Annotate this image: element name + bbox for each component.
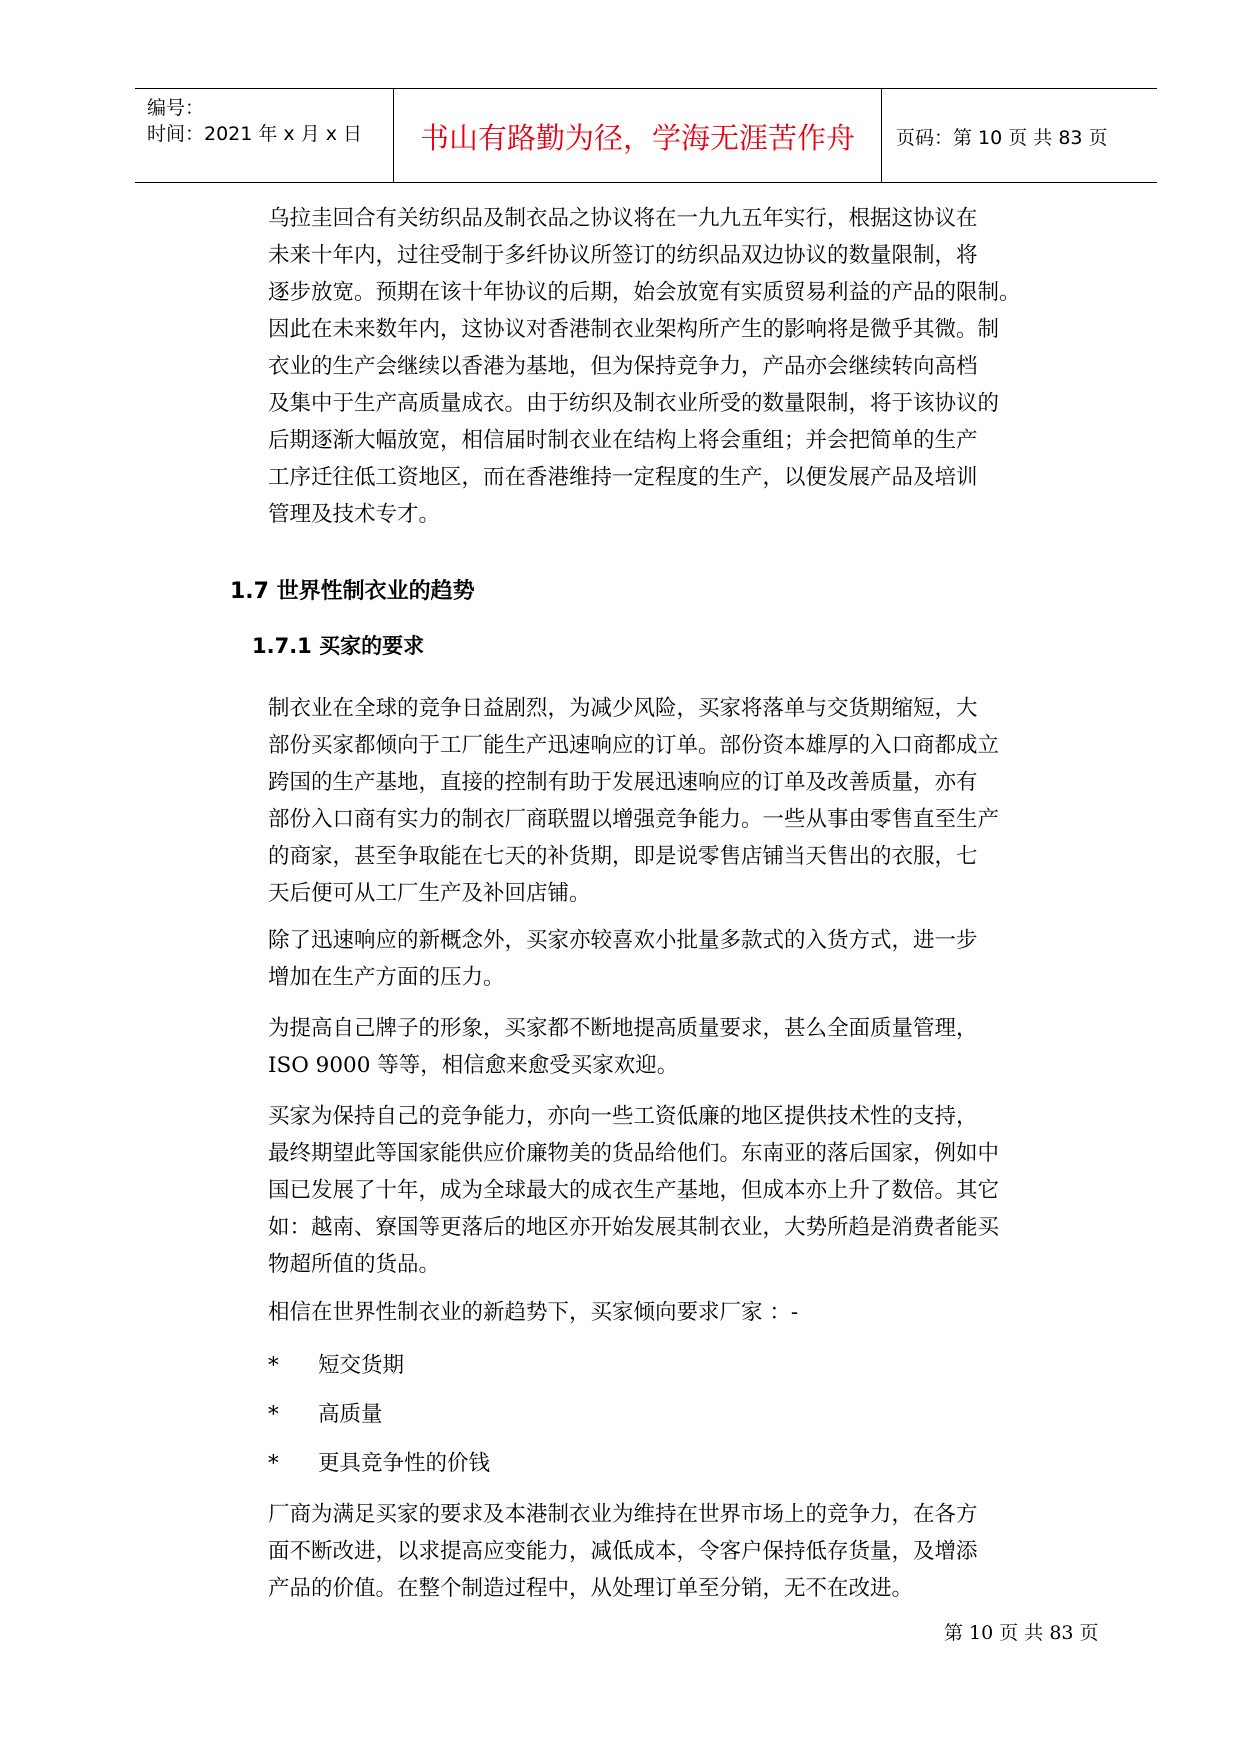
bullet-mark: * — [268, 1402, 279, 1427]
text-line: 制衣业在全球的竞争日益剧烈，为减少风险，买家将落单与交货期缩短，大 — [268, 696, 978, 721]
header-left-cell — [135, 89, 393, 182]
text-line: 部份入口商有实力的制衣厂商联盟以增强竞争能力。一些从事由零售直至生产 — [268, 807, 1000, 832]
section-heading: 1.7 世界性制衣业的趋势 — [230, 579, 475, 604]
text-line: 逐步放宽。预期在该十年协议的后期，始会放宽有实质贸易利益的产品的限制。 — [268, 280, 1021, 305]
list-item — [268, 1348, 404, 1379]
text-line: 部份买家都倾向于工厂能生产迅速响应的订单。部份资本雄厚的入口商都成立 — [268, 733, 1000, 758]
list-item — [268, 1397, 383, 1428]
text-line: 乌拉圭回合有关纺织品及制衣品之协议将在一九九五年实行，根据这协议在 — [268, 206, 978, 231]
paragraph-small-batch — [268, 922, 1108, 996]
bullet-text: 短交货期 — [318, 1353, 405, 1378]
number-label: 编号： — [147, 97, 205, 119]
time-label: 时间：2021 年 x 月 x 日 — [147, 123, 363, 145]
paragraph-manufacturer-improvements — [268, 1496, 1108, 1607]
header-right-cell — [882, 89, 1157, 182]
list-item — [268, 1446, 490, 1477]
text-line: 因此在未来数年内，这协议对香港制衣业架构所产生的影响将是微乎其微。制 — [268, 317, 1000, 342]
text-line: 未来十年内，过往受制于多纤协议所签订的纺织品双边协议的数量限制，将 — [268, 243, 978, 268]
bullet-mark: * — [268, 1451, 279, 1476]
text-line: 相信在世界性制衣业的新趋势下，买家倾向要求厂家 ：- — [268, 1300, 799, 1325]
text-line: 跨国的生产基地，直接的控制有助于发展迅速响应的订单及改善质量，亦有 — [268, 770, 978, 795]
bullet-mark: * — [268, 1353, 279, 1378]
text-line: 国已发展了十年，成为全球最大的成衣生产基地，但成本亦上升了数倍。其它 — [268, 1178, 1000, 1203]
text-line: 天后便可从工厂生产及补回店铺。 — [268, 881, 591, 906]
paragraph-quality — [268, 1010, 1108, 1084]
text-line: 最终期望此等国家能供应价廉物美的货品给他们。东南亚的落后国家，例如中 — [268, 1141, 1000, 1166]
text-line: 物超所值的货品。 — [268, 1252, 441, 1277]
paragraph-low-wage-regions — [268, 1098, 1108, 1283]
text-line: 面不断改进，以求提高应变能力，减低成本，令客户保持低存货量，及增添 — [268, 1539, 978, 1564]
header-motto: 书山有路勤为径，学海无涯苦作舟 — [419, 121, 855, 155]
text-line: 的商家，甚至争取能在七天的补货期，即是说零售店铺当天售出的衣服，七 — [268, 844, 978, 869]
bullet-text: 高质量 — [318, 1402, 383, 1427]
text-line: ISO 9000 等等，相信愈来愈受买家欢迎。 — [268, 1053, 679, 1078]
bullet-text: 更具竞争性的价钱 — [318, 1451, 491, 1476]
text-line: 工序迁往低工资地区，而在香港维持一定程度的生产，以便发展产品及培训 — [268, 465, 978, 490]
subsection-heading: 1.7.1 买家的要求 — [252, 634, 425, 658]
header-middle-cell — [393, 89, 882, 182]
paragraph-uruguay-round — [268, 200, 1108, 533]
paragraph-trend-intro — [268, 1294, 1108, 1331]
text-line: 增加在生产方面的压力。 — [268, 965, 505, 990]
text-line: 后期逐渐大幅放宽，相信届时制衣业在结构上将会重组；并会把简单的生产 — [268, 428, 978, 453]
text-line: 为提高自己牌子的形象，买家都不断地提高质量要求，甚么全面质量管理， — [268, 1016, 978, 1041]
text-line: 除了迅速响应的新概念外，买家亦较喜欢小批量多款式的入货方式，进一步 — [268, 928, 978, 953]
text-line: 衣业的生产会继续以香港为基地，但为保持竞争力，产品亦会继续转向高档 — [268, 354, 978, 379]
text-line: 买家为保持自己的竞争能力，亦向一些工资低廉的地区提供技术性的支持， — [268, 1104, 978, 1129]
text-line: 如：越南、寮国等更落后的地区亦开始发展其制衣业，大势所趋是消费者能买 — [268, 1215, 1000, 1240]
page-footer: 第 10 页 共 83 页 — [944, 1622, 1099, 1644]
page-header — [135, 88, 1157, 183]
text-line: 管理及技术专才。 — [268, 502, 441, 527]
text-line: 及集中于生产高质量成衣。由于纺织及制衣业所受的数量限制，将于该协议的 — [268, 391, 1000, 416]
text-line: 厂商为满足买家的要求及本港制衣业为维持在世界市场上的竞争力，在各方 — [268, 1502, 978, 1527]
text-line: 产品的价值。在整个制造过程中，从处理订单至分销，无不在改进。 — [268, 1576, 914, 1601]
paragraph-buyer-demands — [268, 690, 1108, 912]
header-page-code: 页码：第 10 页 共 83 页 — [896, 127, 1108, 149]
